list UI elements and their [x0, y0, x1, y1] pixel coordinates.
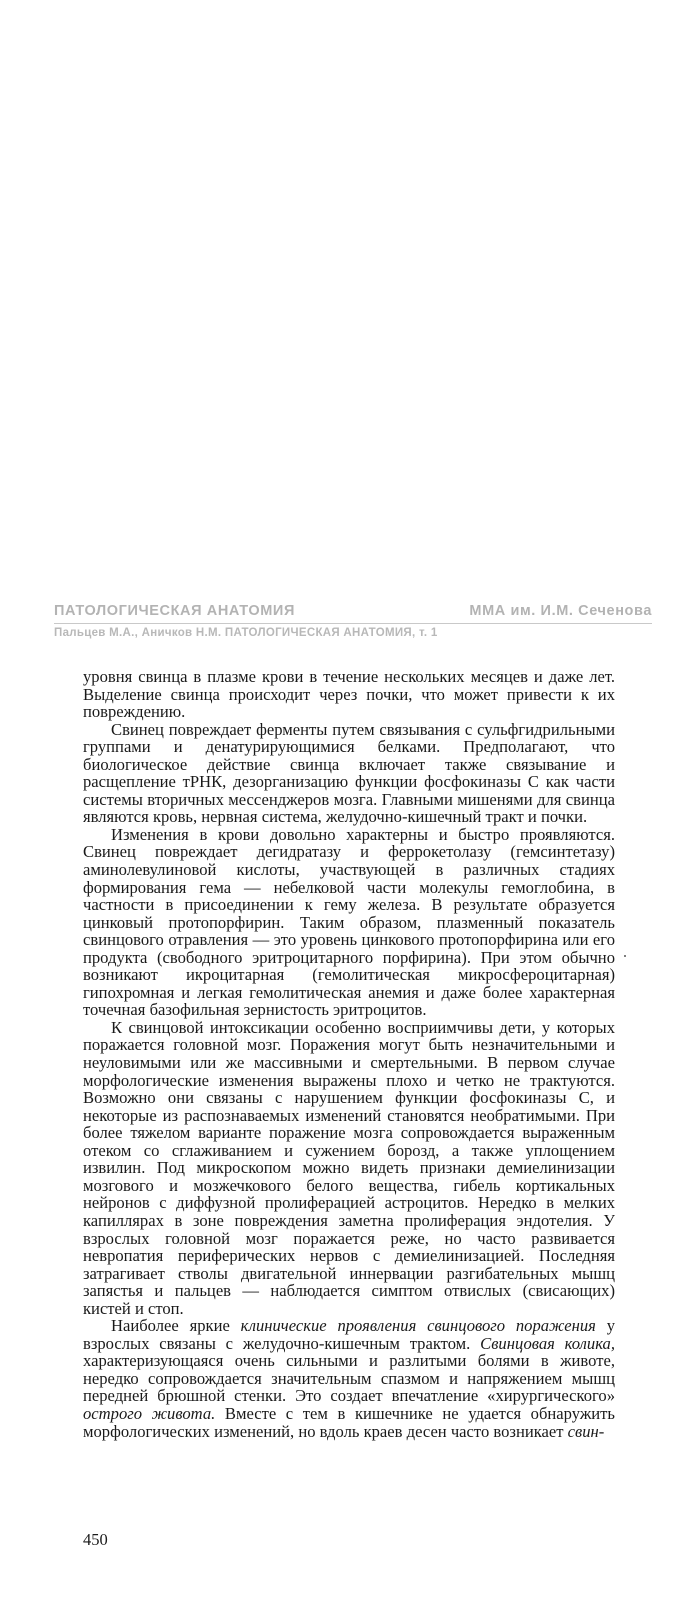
paragraph [83, 721, 615, 826]
italic-text-run: Свинцовая колика, [480, 1333, 615, 1353]
header-authors: Пальцев М.А., Аничков Н.М. ПАТОЛОГИЧЕСКАЯ АНАТОМИЯ, т. 1 [54, 627, 438, 639]
paragraph [83, 826, 615, 1019]
italic-text-run: острого живота. [83, 1403, 216, 1423]
scan-speck [624, 955, 626, 957]
text-run: характеризующаяся очень сильными и разлитыми болями в животе, нередко сопровождается значительным спазмом и напряжением мышц передней брюшной стенки. Это создает впечатление «хирургического» [83, 1351, 615, 1406]
page-number: 450 [83, 1530, 108, 1549]
paragraph [83, 1317, 615, 1440]
italic-text-run: свин- [567, 1421, 605, 1441]
header-divider [54, 623, 652, 624]
header-title-row [54, 603, 652, 619]
italic-text-run: клинические проявления свинцового поражения [240, 1316, 596, 1336]
text-run: Изменения в крови довольно характерны и быстро проявляются. Свинец повреждает дегидратазу и феррокетолазу (гемсинтетазу) аминолевулиновой кислоты, участвующей в различных стадиях формирования гема — небелковой части молекулы гемоглобина, в частности в присоединении к гему железа. В результате образуется цинковый протопорфирин. Таким образом, плазменный показатель свинцового отравления — это уровень цинкового протопорфирина или его продукта (свободного эритроцитарного порфирина). При этом обычно возникают икроцитарная (гемолитическая микросфероцитарная) гипохромная и легкая гемолитическая анемия и даже более характерная точечная базофильная зернистость эритроцитов. [83, 824, 615, 1020]
text-run: Вместе с тем в кишечнике не удается обнаружить морфологических изменений, но вдоль краев десен часто возникает [83, 1403, 615, 1441]
page-body-text [83, 668, 615, 1440]
header-book-title: ПАТОЛОГИЧЕСКАЯ АНАТОМИЯ [54, 603, 295, 619]
text-run: К свинцовой интоксикации особенно восприимчивы дети, у которых поражается головной мозг. Поражения могут быть незначительными и неуловимыми или же массивными и смертельными. В первом случае морфологические изменения выражены плохо и четко не трактуются. Возможно они связаны с нарушением функции фосфокиназы С, и некоторые из распознаваемых изменений становятся необратимыми. При более тяжелом варианте поражение мозга сопровождается выраженным отеком со сглаживанием и сужением борозд, а также уплощением извилин. Под микроскопом можно видеть признаки демиелинизации мозгового и мозжечкового белого вещества, гибель кортикальных нейронов с диффузной пролиферацией астроцитов. Нередко в мелких капиллярах в зоне повреждения заметна пролиферация эндотелия. У взрослых головной мозг поражается реже, но часто развивается невропатия периферических нервов с демиелинизацией. Последняя затрагивает стволы двигательной иннервации разгибательных мышц запястья и пальцев — наблюдается симптом отвислых (свисающих) кистей и стоп. [83, 1017, 615, 1318]
paragraph [83, 1019, 615, 1317]
text-run: Свинец повреждает ферменты путем связывания с сульфгидрильными группами и денатурирующимися белками. Предполагают, что биологическое действие свинца включает также связывание и расщепление тРНК, дезорганизацию функции фосфокиназы С как части системы вторичных мессенджеров мозга. Главными мишенями для свинца являются кровь, нервная система, желудочно-кишечный тракт и почки. [83, 719, 615, 827]
running-header [54, 603, 652, 639]
text-run: у взрослых связаны с желудочно-кишечным трактом. [83, 1316, 615, 1353]
paragraph [83, 668, 615, 721]
header-publisher: ММА им. И.М. Сеченова [469, 603, 652, 619]
text-run: уровня свинца в плазме крови в течение нескольких месяцев и даже лет. Выделение свинца происходит через почки, что может привести к их повреждению. [83, 667, 615, 722]
text-run: Наиболее яркие [111, 1316, 241, 1336]
